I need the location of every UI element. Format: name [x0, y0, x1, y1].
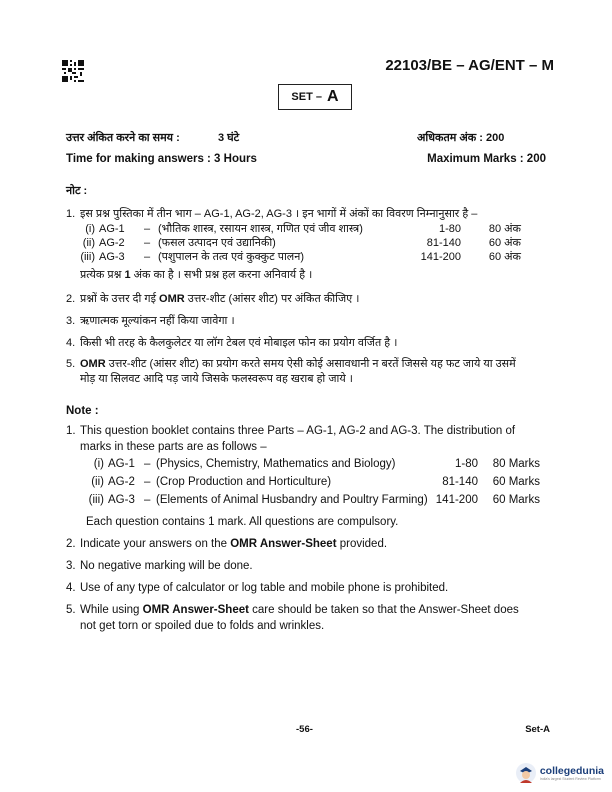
part-dash: – [144, 494, 151, 506]
part-desc: (Elements of Animal Husbandry and Poultry Farming) [156, 494, 428, 506]
english-item-5 [66, 603, 561, 618]
hindi-p2-post: उत्तर-शीट (आंसर शीट) पर अंकित कीजिए । [187, 293, 360, 305]
english-parts-table [86, 457, 556, 511]
paper-code: 22103/BE – AG/ENT – M [385, 57, 554, 74]
part-code: AG-3 [99, 251, 125, 263]
item-number: 2. [66, 293, 76, 305]
english-each-line: Each question contains 1 mark. All questions are compulsory. [86, 516, 399, 528]
student-avatar-icon [515, 762, 537, 784]
part-range: 141-200 [420, 251, 461, 263]
part-dash: – [144, 476, 151, 488]
part-marks: 60 Marks [492, 494, 540, 506]
part-desc: (Crop Production and Horticulture) [156, 476, 332, 488]
time-english: Time for making answers : 3 Hours [66, 153, 257, 165]
hindi-p5-bold: OMR [80, 358, 106, 370]
hindi-part-row [80, 222, 540, 236]
english-p5-line2: not get torn or spoiled due to folds and wrinkles. [80, 620, 325, 632]
english-p5-pre: While using [80, 604, 140, 616]
hindi-item-2 [66, 292, 359, 306]
part-code: AG-3 [108, 494, 135, 506]
english-p5-bold: OMR Answer-Sheet [142, 604, 249, 616]
english-item-2 [66, 537, 387, 552]
part-code: AG-1 [108, 458, 135, 470]
hindi-part-row [80, 236, 540, 250]
english-item-4 [66, 581, 448, 596]
item-number: 4. [66, 582, 76, 594]
hindi-p5-line2: मोड़ या सिलवट आदि पड़ जाये जिसके फलस्वरूप वह खराब हो जाये । [80, 373, 353, 385]
time-hindi-label: उत्तर अंकित करने का समय : [66, 132, 180, 144]
part-num: (iii) [88, 494, 104, 506]
part-marks: 60 अंक [488, 251, 521, 263]
item-number: 5. [66, 604, 76, 616]
hindi-p2-pre: प्रश्नों के उत्तर दी गई [80, 293, 156, 305]
english-p2-pre: Indicate your answers on the [80, 538, 228, 550]
item-number: 3. [66, 315, 76, 327]
hindi-each-bold: 1 [124, 269, 131, 281]
item-number: 1. [66, 425, 76, 437]
part-marks: 80 अंक [488, 223, 521, 235]
brand-tagline: India's largest Student Review Platform [539, 777, 601, 781]
hindi-p5-line1: उत्तर-शीट (आंसर शीट) का प्रयोग करते समय ऐसी कोई असावधानी न बरतें जिससे यह फट जाये या उसमें [108, 358, 516, 370]
item-number: 4. [66, 337, 76, 349]
hindi-item-1 [66, 207, 556, 221]
english-p1-line1: This question booklet contains three Parts – AG-1, AG-2 and AG-3. The distribution of [80, 425, 516, 437]
part-num: (iii) [80, 251, 95, 263]
part-desc: (पशुपालन के तत्व एवं कुक्कुट पालन) [158, 251, 305, 263]
english-part-row [86, 457, 556, 475]
item-number: 3. [66, 560, 76, 572]
set-box [278, 84, 352, 110]
part-desc: (भौतिक शास्त्र, रसायन शास्त्र, गणित एवं जीव शास्त्र) [158, 223, 363, 235]
hindi-p2-bold: OMR [159, 293, 185, 305]
part-num: (ii) [82, 237, 95, 249]
english-part-row [86, 493, 556, 511]
part-range: 1-80 [438, 223, 461, 235]
part-num: (i) [93, 458, 104, 470]
hindi-p4: किसी भी तरह के कैलकुलेटर या लॉग टेबल एवं मोबाइल फोन का प्रयोग वर्जित है । [80, 337, 398, 349]
english-p2-post: provided. [339, 538, 388, 550]
part-num: (i) [85, 223, 95, 235]
english-part-row [86, 475, 556, 493]
brand-logo [515, 762, 604, 784]
part-desc: (Physics, Chemistry, Mathematics and Biology) [156, 458, 396, 470]
english-p3: No negative marking will be done. [80, 560, 253, 572]
brand-name: collegedunia [539, 765, 604, 777]
hindi-parts-table [80, 222, 540, 264]
time-hindi-value: 3 घंटे [218, 132, 240, 144]
hindi-each-line [80, 268, 312, 282]
footer-set: Set-A [525, 724, 550, 735]
hindi-each-pre: प्रत्येक प्रश्न [80, 269, 122, 281]
part-num: (ii) [91, 476, 104, 488]
english-p4: Use of any type of calculator or log table and mobile phone is prohibited. [80, 582, 449, 594]
part-range: 81-140 [426, 237, 461, 249]
part-dash: – [144, 223, 151, 235]
part-range: 81-140 [442, 476, 478, 488]
part-marks: 60 Marks [492, 476, 540, 488]
english-note-heading: Note : [66, 405, 99, 417]
item-number: 1. [66, 208, 76, 220]
english-p2-bold: OMR Answer-Sheet [230, 538, 337, 550]
hindi-each-post: अंक का है । सभी प्रश्न हल करना अनिवार्य है । [133, 269, 313, 281]
hindi-item-4 [66, 336, 397, 350]
marks-hindi: अधिकतम अंक : 200 [417, 132, 505, 144]
part-range: 141-200 [435, 494, 478, 506]
hindi-item-5 [66, 357, 556, 371]
english-item-1 [66, 424, 556, 439]
marks-english: Maximum Marks : 200 [427, 153, 546, 165]
set-label: SET – [291, 91, 322, 103]
hindi-p1: इस प्रश्न पुस्तिका में तीन भाग – AG-1, AG-2, AG-3 । इन भागों में अंकों का विवरण निम्नानुसार है – [80, 208, 478, 220]
part-dash: – [144, 237, 151, 249]
english-p5-post: care should be taken so that the Answer-Sheet does [252, 604, 519, 616]
set-value: A [327, 88, 339, 105]
hindi-p3: ऋणात्मक मूल्यांकन नहीं किया जावेगा । [80, 315, 235, 327]
item-number: 2. [66, 538, 76, 550]
hindi-note-heading: नोट : [66, 185, 88, 197]
part-code: AG-2 [108, 476, 135, 488]
part-code: AG-2 [99, 237, 125, 249]
english-p1-line2: marks in these parts are as follows – [80, 441, 267, 453]
part-range: 1-80 [454, 458, 478, 470]
part-marks: 60 अंक [488, 237, 521, 249]
english-item-3 [66, 559, 253, 574]
part-dash: – [144, 251, 151, 263]
qr-code-icon [62, 60, 84, 82]
part-marks: 80 Marks [492, 458, 540, 470]
hindi-item-3 [66, 314, 235, 328]
part-desc: (फसल उत्पादन एवं उद्यानिकी) [158, 237, 276, 249]
page-number: -56- [296, 724, 313, 735]
part-code: AG-1 [99, 223, 125, 235]
part-dash: – [144, 458, 151, 470]
item-number: 5. [66, 358, 76, 370]
hindi-part-row [80, 250, 540, 264]
